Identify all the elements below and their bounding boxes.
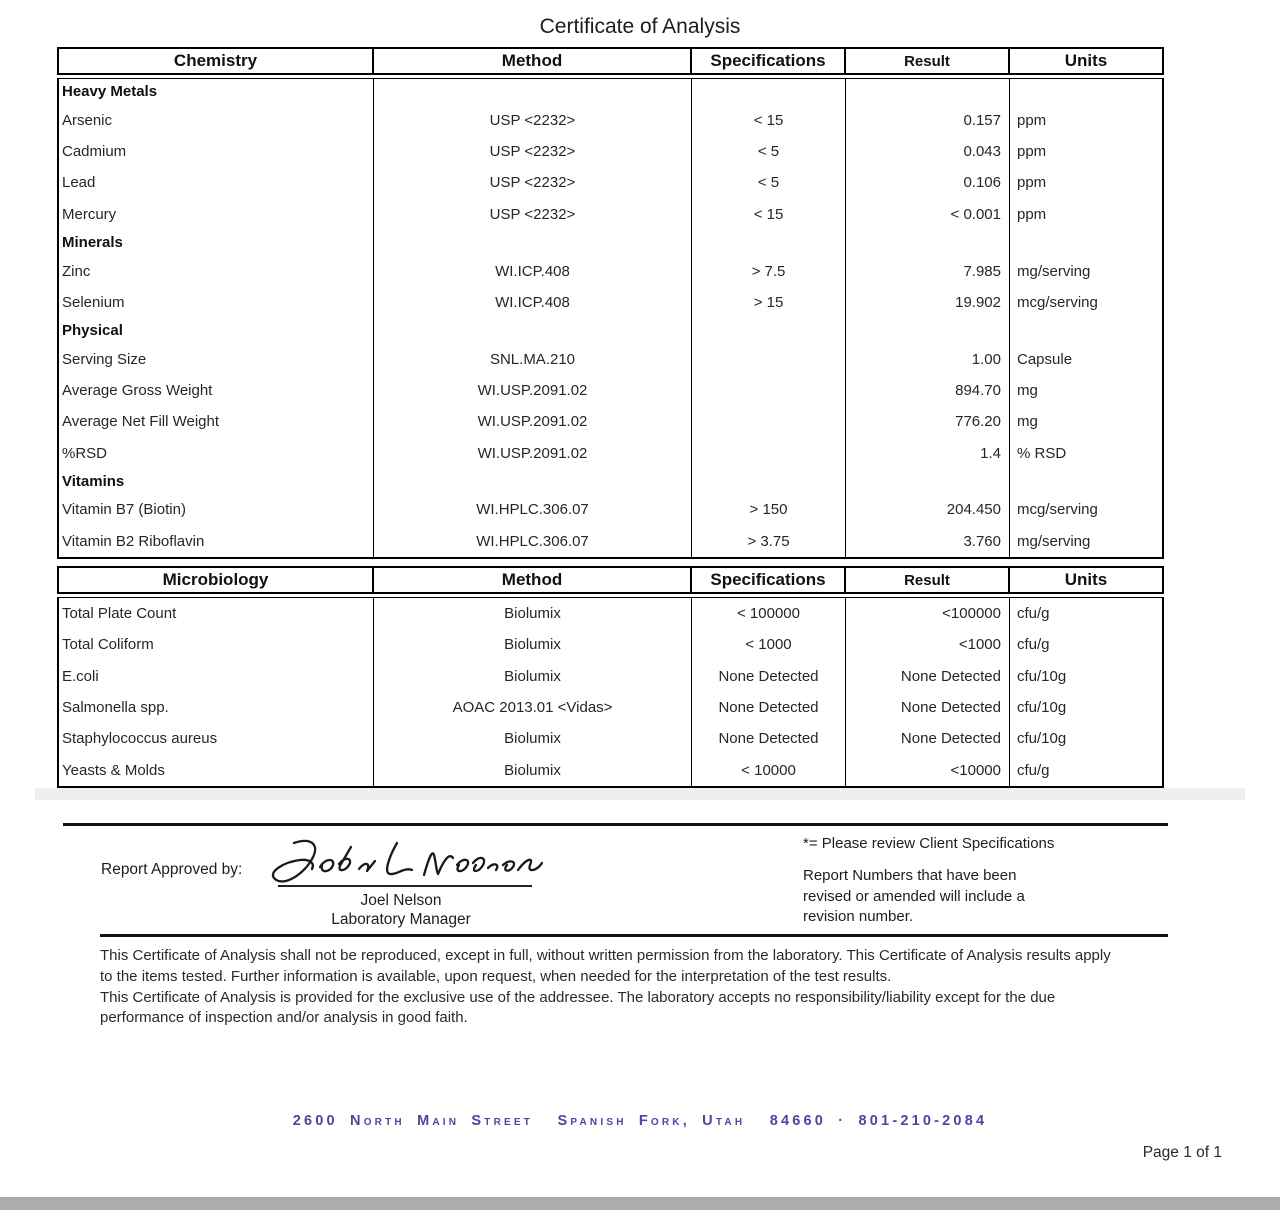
units-cell: cfu/g bbox=[1017, 761, 1050, 779]
table-row bbox=[59, 344, 1162, 375]
spec-cell: None Detected bbox=[692, 692, 846, 723]
method-cell: SNL.MA.210 bbox=[374, 344, 692, 375]
spec-cell bbox=[692, 406, 846, 437]
spec-cell: < 10000 bbox=[692, 754, 846, 785]
page-shadow-strip bbox=[35, 788, 1245, 800]
method-cell bbox=[374, 318, 692, 344]
result-cell: 0.106 bbox=[846, 167, 1010, 198]
table-row bbox=[59, 287, 1162, 318]
units-cell bbox=[1010, 469, 1162, 495]
spec-cell: < 15 bbox=[692, 198, 846, 229]
method-cell: WI.HPLC.306.07 bbox=[374, 526, 692, 557]
spec-cell bbox=[692, 318, 846, 344]
units-cell: cfu/10g bbox=[1017, 699, 1067, 717]
spec-cell bbox=[692, 437, 846, 468]
spec-cell bbox=[692, 230, 846, 256]
method-cell: USP <2232> bbox=[374, 136, 692, 167]
result-cell: 1.00 bbox=[846, 344, 1010, 375]
analyte-cell: Vitamin B2 Riboflavin bbox=[59, 526, 374, 557]
table-row bbox=[59, 692, 1162, 723]
section-label: Physical bbox=[59, 318, 374, 344]
microbiology-header-row bbox=[57, 566, 1164, 594]
analyte-cell: Average Net Fill Weight bbox=[59, 406, 374, 437]
result-cell: <100000 bbox=[846, 598, 1010, 629]
method-cell: WI.ICP.408 bbox=[374, 255, 692, 286]
units-cell: % RSD bbox=[1017, 444, 1067, 462]
disclaimer-line: This Certificate of Analysis is provided for the exclusive use of the addressee. The laboratory accepts no responsibility/liability except for the due bbox=[100, 988, 1056, 1006]
result-cell: 0.157 bbox=[846, 105, 1010, 136]
spec-cell: > 150 bbox=[692, 494, 846, 525]
result-cell: None Detected bbox=[846, 661, 1010, 692]
signer-title: Laboratory Manager bbox=[331, 910, 471, 928]
result-cell: None Detected bbox=[846, 723, 1010, 754]
analyte-cell: Lead bbox=[59, 167, 374, 198]
units-cell: cfu/10g bbox=[1017, 730, 1067, 748]
method-cell: USP <2232> bbox=[374, 198, 692, 229]
disclaimer-line: to the items tested. Further information is available, upon request, when needed for the interpretation of the test results. bbox=[100, 967, 892, 985]
units-cell: ppm bbox=[1017, 205, 1047, 223]
result-cell: 0.043 bbox=[846, 136, 1010, 167]
units-cell: mg/serving bbox=[1017, 532, 1091, 550]
analyte-cell: E.coli bbox=[59, 661, 374, 692]
spec-cell: > 7.5 bbox=[692, 255, 846, 286]
result-cell: 204.450 bbox=[846, 494, 1010, 525]
result-cell: 776.20 bbox=[846, 406, 1010, 437]
units-cell bbox=[1010, 230, 1162, 256]
analyte-cell: Total Coliform bbox=[59, 629, 374, 660]
table-row bbox=[59, 136, 1162, 167]
table-row bbox=[59, 661, 1162, 692]
method-cell: WI.HPLC.306.07 bbox=[374, 494, 692, 525]
method-cell: Biolumix bbox=[374, 661, 692, 692]
analyte-cell: Serving Size bbox=[59, 344, 374, 375]
report-approved-label: Report Approved by: bbox=[101, 861, 243, 878]
result-cell: <1000 bbox=[846, 629, 1010, 660]
result-cell: 894.70 bbox=[846, 375, 1010, 406]
client-spec-note: *= Please review Client Specifications bbox=[803, 835, 1055, 852]
section-label: Heavy Metals bbox=[59, 79, 374, 105]
analyte-cell: %RSD bbox=[59, 437, 374, 468]
column-header-units: Units bbox=[1064, 51, 1108, 70]
units-cell bbox=[1010, 79, 1162, 105]
microbiology-table-body bbox=[57, 597, 1164, 788]
result-cell: < 0.001 bbox=[846, 198, 1010, 229]
table-row bbox=[59, 375, 1162, 406]
spec-cell: > 3.75 bbox=[692, 526, 846, 557]
page-number: Page 1 of 1 bbox=[1142, 1144, 1222, 1161]
analyte-cell: Selenium bbox=[59, 287, 374, 318]
signature-strokes bbox=[262, 833, 544, 891]
units-cell: cfu/g bbox=[1017, 636, 1050, 654]
spec-cell bbox=[692, 375, 846, 406]
chemistry-header-row bbox=[57, 47, 1164, 75]
result-cell: None Detected bbox=[846, 692, 1010, 723]
units-cell: mg bbox=[1017, 413, 1038, 431]
table-row bbox=[59, 105, 1162, 136]
method-cell: Biolumix bbox=[374, 629, 692, 660]
spec-cell: < 5 bbox=[692, 136, 846, 167]
analyte-cell: Cadmium bbox=[59, 136, 374, 167]
analyte-cell: Yeasts & Molds bbox=[59, 754, 374, 785]
disclaimer-line: This Certificate of Analysis shall not be reproduced, except in full, without written permission from the laboratory. This Certificate of Analysis results apply bbox=[100, 947, 1111, 964]
page-title: Certificate of Analysis bbox=[539, 15, 741, 38]
spec-cell: < 100000 bbox=[692, 598, 846, 629]
column-header-method: Method bbox=[374, 49, 692, 73]
divider-rule-bottom bbox=[100, 934, 1168, 937]
spec-cell bbox=[692, 469, 846, 495]
result-cell: <10000 bbox=[846, 754, 1010, 785]
divider-rule-top bbox=[63, 823, 1168, 826]
units-cell: mcg/serving bbox=[1017, 501, 1098, 519]
method-cell: WI.USP.2091.02 bbox=[374, 437, 692, 468]
method-cell: WI.ICP.408 bbox=[374, 287, 692, 318]
table-row bbox=[59, 754, 1162, 785]
result-cell bbox=[846, 318, 1010, 344]
analyte-cell: Average Gross Weight bbox=[59, 375, 374, 406]
spec-cell: None Detected bbox=[692, 723, 846, 754]
units-cell: ppm bbox=[1017, 111, 1047, 129]
page-edge-band bbox=[0, 1197, 1280, 1210]
column-header-specifications: Specifications bbox=[692, 49, 846, 73]
result-cell bbox=[846, 79, 1010, 105]
spec-cell: < 1000 bbox=[692, 629, 846, 660]
spec-cell bbox=[692, 79, 846, 105]
lab-address: 2600 North Main Street Spanish Fork, Utah 84660 · 801-210-2084 bbox=[292, 1113, 988, 1129]
result-cell bbox=[846, 469, 1010, 495]
column-header-specifications: Specifications bbox=[692, 568, 846, 592]
method-cell: Biolumix bbox=[374, 598, 692, 629]
signer-block bbox=[270, 892, 532, 929]
method-cell: WI.USP.2091.02 bbox=[374, 406, 692, 437]
method-cell: WI.USP.2091.02 bbox=[374, 375, 692, 406]
table-row bbox=[59, 167, 1162, 198]
spec-cell: < 15 bbox=[692, 105, 846, 136]
column-header-method: Method bbox=[374, 568, 692, 592]
analyte-cell: Salmonella spp. bbox=[59, 692, 374, 723]
units-cell bbox=[1010, 318, 1162, 344]
disclaimer-text bbox=[100, 946, 1190, 1029]
method-cell: Biolumix bbox=[374, 754, 692, 785]
method-cell: USP <2232> bbox=[374, 167, 692, 198]
column-header-result: Result bbox=[846, 49, 1010, 73]
units-cell: Capsule bbox=[1017, 350, 1073, 368]
section-label: Vitamins bbox=[59, 469, 374, 495]
units-cell: mg/serving bbox=[1017, 262, 1091, 280]
disclaimer-line: performance of inspection and/or analysis in good faith. bbox=[100, 1009, 468, 1027]
spec-cell: None Detected bbox=[692, 661, 846, 692]
section-row bbox=[59, 230, 1162, 256]
analyte-cell: Staphylococcus aureus bbox=[59, 723, 374, 754]
units-cell: ppm bbox=[1017, 174, 1047, 192]
signer-name: Joel Nelson bbox=[360, 892, 442, 909]
table-row bbox=[59, 723, 1162, 754]
microbiology-table bbox=[57, 566, 1164, 788]
table-row bbox=[59, 437, 1162, 468]
analyte-cell: Vitamin B7 (Biotin) bbox=[59, 494, 374, 525]
table-row bbox=[59, 629, 1162, 660]
analyte-cell: Total Plate Count bbox=[59, 598, 374, 629]
analyte-cell: Zinc bbox=[59, 255, 374, 286]
analyte-cell: Arsenic bbox=[59, 105, 374, 136]
units-cell: cfu/g bbox=[1017, 605, 1050, 623]
signature-line bbox=[278, 885, 532, 887]
spec-cell bbox=[692, 344, 846, 375]
units-cell: cfu/10g bbox=[1017, 667, 1067, 685]
table-row bbox=[59, 255, 1162, 286]
signature-image bbox=[262, 833, 544, 891]
table-row bbox=[59, 526, 1162, 557]
spec-cell: > 15 bbox=[692, 287, 846, 318]
result-cell bbox=[846, 230, 1010, 256]
spec-cell: < 5 bbox=[692, 167, 846, 198]
section-row bbox=[59, 318, 1162, 344]
result-cell: 19.902 bbox=[846, 287, 1010, 318]
analyte-cell: Mercury bbox=[59, 198, 374, 229]
column-header-chemistry: Chemistry bbox=[59, 49, 374, 73]
column-header-result: Result bbox=[846, 568, 1010, 592]
method-cell bbox=[374, 230, 692, 256]
result-cell: 7.985 bbox=[846, 255, 1010, 286]
section-row bbox=[59, 469, 1162, 495]
method-cell bbox=[374, 469, 692, 495]
table-row bbox=[59, 198, 1162, 229]
result-cell: 3.760 bbox=[846, 526, 1010, 557]
method-cell: AOAC 2013.01 <Vidas> bbox=[374, 692, 692, 723]
method-cell: Biolumix bbox=[374, 723, 692, 754]
chemistry-table-body bbox=[57, 78, 1164, 559]
table-row bbox=[59, 494, 1162, 525]
units-cell: mg bbox=[1017, 382, 1038, 399]
chemistry-table bbox=[57, 47, 1164, 559]
table-row bbox=[59, 406, 1162, 437]
column-header-units: Units bbox=[1064, 570, 1108, 589]
method-cell: USP <2232> bbox=[374, 105, 692, 136]
table-row bbox=[59, 598, 1162, 629]
column-header-microbiology: Microbiology bbox=[59, 568, 374, 592]
section-row bbox=[59, 79, 1162, 105]
method-cell bbox=[374, 79, 692, 105]
section-label: Minerals bbox=[59, 230, 374, 256]
revision-note: Report Numbers that have been revised or amended will include a revision number. bbox=[803, 867, 1025, 925]
units-cell: mcg/serving bbox=[1017, 293, 1098, 311]
result-cell: 1.4 bbox=[846, 437, 1010, 468]
units-cell: ppm bbox=[1017, 143, 1047, 161]
